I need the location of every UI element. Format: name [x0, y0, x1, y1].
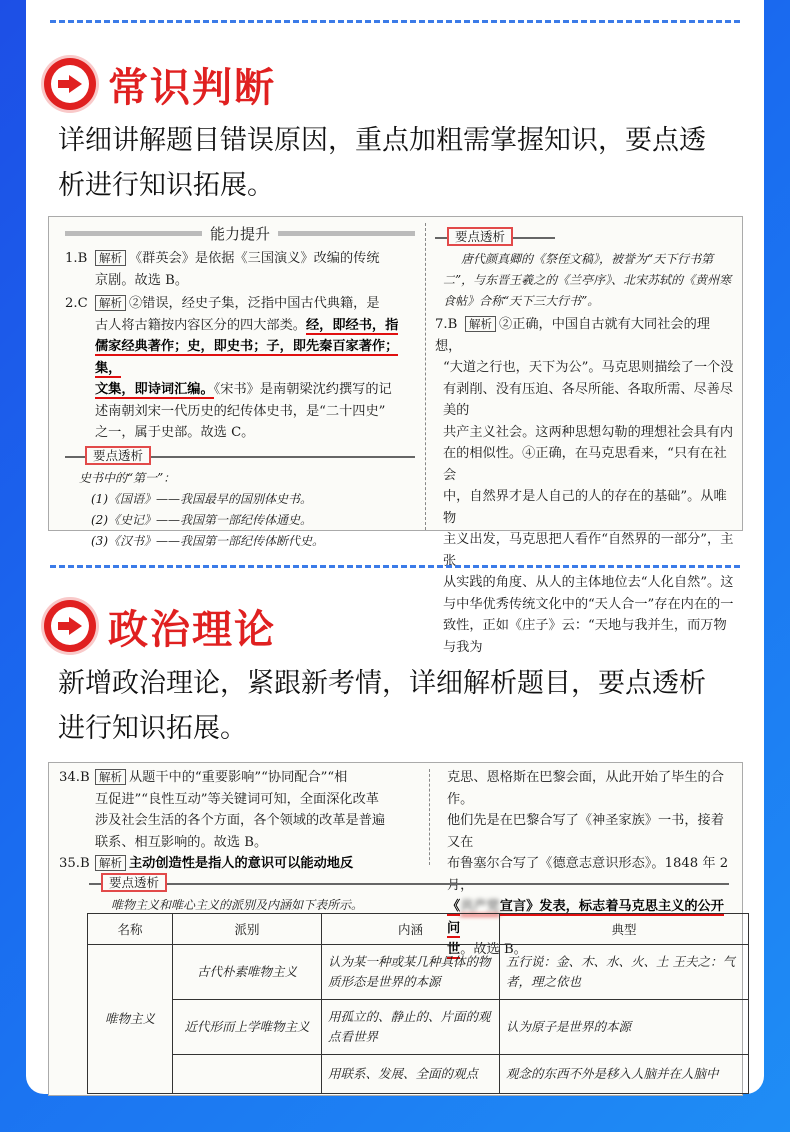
key-point-text: 文集，即诗词汇编。 — [95, 382, 214, 397]
key-points-list — [65, 468, 415, 552]
dashed-divider — [50, 565, 740, 568]
desc-line: 新增政治理论，紧跟新考情，详细解析题目，要点透析 — [58, 668, 706, 699]
answer-text: 他们先是在巴黎合写了《神圣家族》一书，接着又在 — [447, 813, 724, 850]
column-divider — [429, 769, 430, 865]
question-number: 7.B — [435, 317, 458, 332]
ability-heading — [65, 223, 415, 244]
table-header: 内涵 — [322, 914, 500, 945]
question-7 — [435, 314, 735, 357]
ability-title: 能力提升 — [210, 225, 271, 243]
answer-text: 共产主义社会。这两种思想勾勒的理想社会具有内 — [443, 424, 734, 440]
table-header: 典型 — [500, 914, 749, 945]
arrow-badge-icon — [44, 600, 96, 652]
key-point-line: 唐代颜真卿的《祭侄文稿》，被誉为“天下行书第 — [461, 252, 714, 266]
analysis-tag: 解析 — [465, 316, 496, 332]
answer-text: 在的相似性。④正确，在马克思看来，“只有在社会 — [443, 446, 727, 483]
table-cell: 认为某一种或某几种具体的物质形态是世界的本源 — [322, 945, 500, 1000]
answer-text: 京剧。故选 B。 — [95, 272, 189, 288]
politics-explanation-panel — [48, 762, 743, 1096]
blurred-text: 共产党 — [460, 899, 500, 914]
answer-text: 与中华优秀传统文化中的“天人合一”存在内在的一 — [443, 596, 734, 612]
table-header-row — [88, 914, 749, 945]
answer-text: 从实践的角度、从人的主体地位去“人化自然”。这 — [443, 575, 734, 590]
answer-text: 主义出发，马克思把人看作“自然界的一部分”，主张 — [443, 532, 734, 569]
table-cell: 观念的东西不外是移入人脑并在人脑中 — [500, 1055, 749, 1094]
table-header: 名称 — [88, 914, 173, 945]
answer-line — [65, 379, 415, 401]
table-cell: 用联系、发展、全面的观点 — [322, 1055, 500, 1094]
table-header: 派别 — [173, 914, 322, 945]
left-column — [65, 217, 415, 548]
answer-text: 古人将古籍按内容区分的四大部类。 — [95, 317, 306, 333]
question-2 — [65, 293, 415, 315]
desc-line: 析进行知识拓展。 — [58, 170, 274, 201]
table-row — [88, 945, 749, 1000]
key-points-heading — [89, 873, 729, 893]
key-points-text — [435, 249, 735, 312]
answer-text: 《宋书》是南朝梁沈约撰写的记 — [213, 382, 392, 397]
section-title: 政治理论 — [108, 606, 276, 653]
question-1 — [65, 248, 415, 270]
key-point-text: 宣言》发表，标志着马克思主义的公开问 — [447, 899, 724, 936]
key-points-label: 要点透析 — [85, 446, 151, 465]
key-point-text: 儒家经典著作；史，即史书；子，即先秦百家著作；集， — [95, 339, 399, 376]
answer-text: 互促进”“良性互动”等关键词可知，全面深化改革 — [95, 791, 379, 807]
answer-text: 有剥削、没有压迫、各尽所能、各取所需、尽善尽美的 — [443, 381, 734, 418]
answer-text: ②错误，经史子集，泛指中国古代典籍，是 — [129, 296, 380, 311]
answer-text: 《群英会》是依据《三国演义》改编的传统 — [129, 251, 380, 266]
analysis-tag: 解析 — [95, 769, 126, 785]
answer-text: ②正确，中国自古就有大同社会的理想， — [435, 317, 710, 354]
table-row — [88, 1000, 749, 1055]
analysis-tag: 解析 — [95, 250, 126, 266]
answer-text: 述南朝刘宋一代历史的纪传体史书，是“二十四史” — [95, 403, 386, 419]
table-row — [88, 1055, 749, 1094]
column-divider — [425, 223, 426, 530]
answer-text: 克思、恩格斯在巴黎会面，从此开始了毕生的合作。 — [447, 770, 724, 807]
table-cell-group: 唯物主义 — [88, 945, 173, 1094]
desc-line: 进行知识拓展。 — [58, 713, 247, 744]
question-number: 1.B — [65, 251, 88, 266]
key-points-label: 要点透析 — [447, 227, 513, 246]
key-point-text: 经，即经书，指 — [306, 317, 399, 333]
section-header-common-sense — [44, 55, 276, 113]
key-point-item: (2)《史记》——我国第一部纪传体通史。 — [91, 512, 312, 527]
section-title: 常识判断 — [108, 64, 276, 111]
question-number: 35.B — [59, 856, 90, 871]
table-cell — [173, 1055, 322, 1094]
answer-text: “大道之行也，天下为公”。马克思则描绘了一个没 — [443, 360, 734, 375]
answer-text: 布鲁塞尔合写了《德意志意识形态》。1848 年 2 月， — [447, 856, 729, 893]
answer-text: 中，自然界才是人自己的人的存在的基础”。从唯物 — [443, 489, 727, 526]
desc-line: 详细讲解题目错误原因，重点加粗需掌握知识，要点透 — [58, 125, 706, 156]
arrow-right-icon — [56, 74, 84, 94]
key-points-intro: 唯物主义和唯心主义的派别及内涵如下表所示。 — [111, 898, 364, 912]
answer-text: 涉及社会生活的各个方面，各个领域的改革是普遍 — [95, 813, 386, 828]
section-description — [58, 661, 748, 751]
answer-text: 联系、相互影响的。故选 B。 — [95, 834, 268, 850]
question-34 — [59, 767, 419, 789]
key-point-item: 史书中的“第一”： — [79, 470, 176, 485]
analysis-tag: 解析 — [95, 855, 126, 871]
key-points-heading — [65, 446, 415, 466]
dashed-divider — [50, 20, 740, 23]
key-point-item: (1)《国语》——我国最早的国别体史书。 — [91, 491, 312, 506]
analysis-tag: 解析 — [95, 295, 126, 311]
key-point-text: 主动创造性是指人的意识可以能动地反 — [129, 856, 354, 871]
key-point-text: 《 — [447, 899, 461, 914]
question-number: 2.C — [65, 296, 88, 311]
table-cell: 五行说：金、木、水、火、土 王夫之：气者，理之依也 — [500, 945, 749, 1000]
table-cell: 用孤立的、静止的、片面的观点看世界 — [322, 1000, 500, 1055]
materialism-table — [87, 913, 749, 1094]
key-point-item: (3)《汉书》——我国第一部纪传体断代史。 — [91, 533, 324, 548]
key-point-line: 食帖》合称“天下三大行书”。 — [443, 294, 600, 308]
answer-line — [65, 336, 415, 379]
section-description — [58, 118, 748, 208]
section-header-politics — [44, 597, 276, 655]
question-number: 34.B — [59, 770, 90, 785]
table-cell: 认为原子是世界的本源 — [500, 1000, 749, 1055]
key-point-line: 二”，与东晋王羲之的《兰亭序》、北宋苏轼的《黄州寒 — [443, 273, 732, 287]
answer-text: 致性，正如《庄子》云：“天地与我并生，而万物与我为 — [443, 618, 727, 655]
answer-text: 从题干中的“重要影响”“协同配合”“相 — [129, 770, 348, 785]
answer-line — [65, 315, 415, 337]
table-cell: 近代形而上学唯物主义 — [173, 1000, 322, 1055]
arrow-right-icon — [56, 616, 84, 636]
content-card — [26, 0, 764, 1094]
table-cell: 古代朴素唯物主义 — [173, 945, 322, 1000]
key-point-text: 世 — [447, 942, 461, 957]
key-points-heading — [435, 227, 735, 247]
right-column — [435, 217, 735, 655]
key-points-label: 要点透析 — [101, 873, 167, 892]
answer-text: 之一，属于史部。故选 C。 — [95, 425, 255, 440]
answer-text: 。故选 B。 — [460, 942, 527, 957]
key-points-section — [89, 871, 729, 916]
arrow-badge-icon — [44, 58, 96, 110]
